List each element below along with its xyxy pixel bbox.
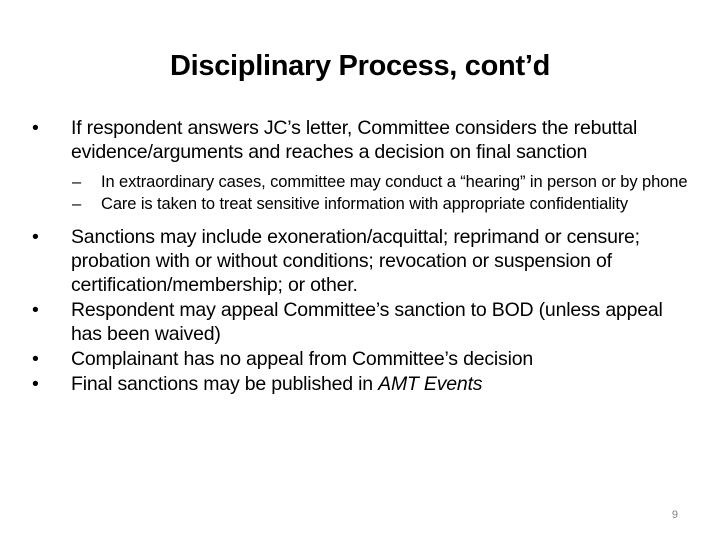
bullet-item	[28, 116, 688, 164]
bullet-marker: •	[32, 226, 39, 248]
publication-name: AMT Events	[378, 373, 483, 395]
page-number: 9	[671, 509, 678, 521]
bullet-marker: •	[32, 348, 39, 370]
dash-marker: –	[72, 173, 82, 191]
dash-marker: –	[72, 195, 82, 213]
sub-bullet-item	[28, 195, 688, 214]
sub-bullet-text: Care is taken to treat sensitive information with appropriate confidentiality	[101, 195, 628, 213]
bullet-text: If respondent answers JC’s letter, Committee considers the rebuttal evidence/arguments and reaches a decision on final sanction	[71, 117, 638, 163]
bullet-text-prefix: Final sanctions may be published in	[71, 373, 379, 395]
bullet-marker: •	[32, 299, 39, 321]
bullet-item	[28, 347, 688, 371]
bullet-text: Sanctions may include exoneration/acquittal; reprimand or censure; probation with or without conditions; revocation or suspension of certification/membership; or other.	[71, 226, 640, 296]
bullet-item	[28, 298, 688, 346]
bullet-item	[28, 372, 688, 396]
bullet-marker: •	[32, 117, 39, 139]
slide-title: Disciplinary Process, cont’d	[169, 50, 550, 82]
bullet-text: Complainant has no appeal from Committee’s decision	[71, 348, 534, 370]
bullet-marker: •	[32, 373, 39, 395]
bullet-item	[28, 225, 688, 297]
sub-bullet-text: In extraordinary cases, committee may conduct a “hearing” in person or by phone	[101, 173, 688, 191]
bullet-list	[28, 116, 688, 396]
sub-bullet-item	[28, 173, 688, 192]
bullet-text: Respondent may appeal Committee’s sanction to BOD (unless appeal has been waived)	[71, 299, 663, 345]
